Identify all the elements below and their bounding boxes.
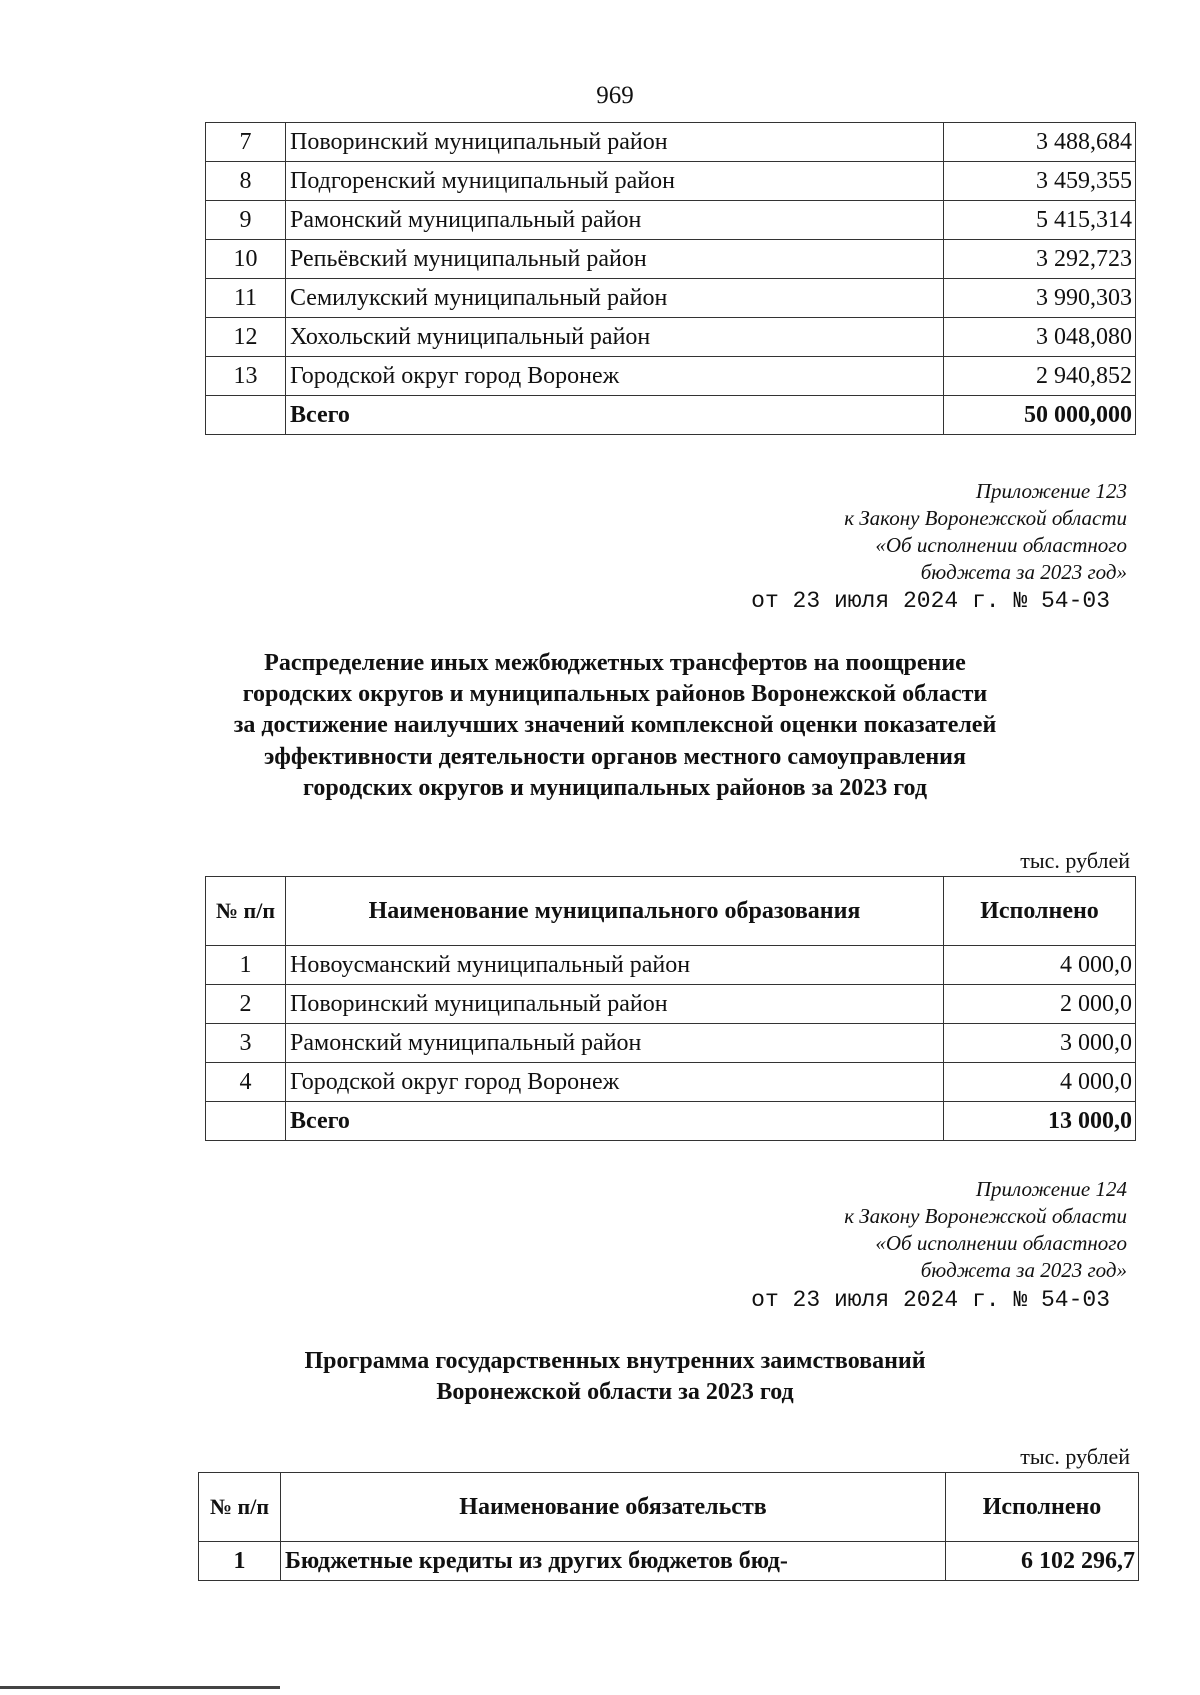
table-row (206, 985, 1136, 1024)
title-line: городских округов и муниципальных районов Воронежской области (242, 681, 988, 708)
row-number: 10 (206, 240, 286, 279)
appendix-124-decree: от 23 июля 2024 г. № 54-03 (751, 1287, 1110, 1313)
row-value: 4 000,0 (944, 946, 1136, 985)
scan-edge-divider (0, 1686, 280, 1689)
total-row (206, 396, 1136, 435)
table-row (206, 279, 1136, 318)
table-row (206, 240, 1136, 279)
table-row (206, 318, 1136, 357)
appendix-124-law: к Закону Воронежской области (844, 1203, 1127, 1228)
row-value: 3 990,303 (944, 279, 1136, 318)
row-number: 12 (206, 318, 286, 357)
title-line: Воронежской области за 2023 год (436, 1379, 794, 1406)
table-row (206, 162, 1136, 201)
table-row (199, 1542, 1139, 1581)
table-row (206, 1024, 1136, 1063)
row-name: Семилукский муниципальный район (286, 279, 944, 318)
total-label: Всего (286, 1102, 944, 1141)
row-name: Рамонский муниципальный район (286, 1024, 944, 1063)
total-number-cell (206, 396, 286, 435)
section-124-title (180, 1346, 1050, 1408)
appendix-124-title: Приложение 124 (975, 1177, 1127, 1201)
total-number-cell (206, 1102, 286, 1141)
table-row (206, 357, 1136, 396)
header-value: Исполнено (944, 877, 1136, 946)
row-number: 3 (206, 1024, 286, 1063)
row-number: 1 (206, 946, 286, 985)
page-number: 969 (596, 82, 634, 109)
title-line: городских округов и муниципальных районов за 2023 год (303, 774, 927, 801)
title-line: Распределение иных межбюджетных трансфертов на поощрение (264, 650, 966, 676)
table-row (206, 201, 1136, 240)
appendix-123-decree: от 23 июля 2024 г. № 54-03 (751, 588, 1110, 614)
row-number: 8 (206, 162, 286, 201)
row-name: Репьёвский муниципальный район (286, 240, 944, 279)
title-line: за достижение наилучших значений комплексной оценки показателей (233, 712, 997, 739)
header-name: Наименование муниципального образования (286, 877, 944, 946)
title-line: Программа государственных внутренних заимствований (304, 1348, 926, 1374)
row-name: Бюджетные кредиты из других бюджетов бюд- (281, 1542, 946, 1581)
appendix-123-block (844, 478, 1127, 586)
row-number: 7 (206, 123, 286, 162)
row-value: 3 488,684 (944, 123, 1136, 162)
appendix-123-title: Приложение 123 (975, 479, 1127, 503)
row-name: Подгоренский муниципальный район (286, 162, 944, 201)
total-value: 50 000,000 (944, 396, 1136, 435)
table-section-123 (205, 876, 1136, 1141)
header-number: № п/п (199, 1473, 281, 1542)
appendix-124-block (844, 1176, 1127, 1284)
row-number: 4 (206, 1063, 286, 1102)
row-name: Поворинский муниципальный район (286, 985, 944, 1024)
total-label: Всего (286, 396, 944, 435)
row-value: 3 000,0 (944, 1024, 1136, 1063)
row-number: 11 (206, 279, 286, 318)
row-name: Городской округ город Воронеж (286, 1063, 944, 1102)
row-number: 9 (206, 201, 286, 240)
appendix-124-law-name-end: бюджета за 2023 год» (920, 1257, 1127, 1282)
row-name: Городской округ город Воронеж (286, 357, 944, 396)
row-value: 3 048,080 (944, 318, 1136, 357)
row-value: 6 102 296,7 (946, 1542, 1139, 1581)
appendix-123-law-name: «Об исполнении областного (875, 532, 1127, 557)
row-value: 2 000,0 (944, 985, 1136, 1024)
table-row (206, 946, 1136, 985)
total-row (206, 1102, 1136, 1141)
row-number: 2 (206, 985, 286, 1024)
appendix-124-law-name: «Об исполнении областного (875, 1230, 1127, 1255)
table-header-row (199, 1473, 1139, 1542)
header-value: Исполнено (946, 1473, 1139, 1542)
table-header-row (206, 877, 1136, 946)
header-name: Наименование обязательств (281, 1473, 946, 1542)
appendix-123-law: к Закону Воронежской области (844, 505, 1127, 530)
row-value: 2 940,852 (944, 357, 1136, 396)
title-line: эффективности деятельности органов местного самоуправления (263, 743, 966, 770)
row-value: 4 000,0 (944, 1063, 1136, 1102)
appendix-123-law-name-end: бюджета за 2023 год» (920, 559, 1127, 584)
row-value: 3 292,723 (944, 240, 1136, 279)
row-name: Хохольский муниципальный район (286, 318, 944, 357)
table-section-124 (198, 1472, 1139, 1581)
header-number: № п/п (206, 877, 286, 946)
row-number: 13 (206, 357, 286, 396)
row-number: 1 (199, 1542, 281, 1581)
row-name: Новоусманский муниципальный район (286, 946, 944, 985)
row-value: 3 459,355 (944, 162, 1136, 201)
total-value: 13 000,0 (944, 1102, 1136, 1141)
units-label: тыс. рублей (1020, 1444, 1130, 1469)
table-row (206, 123, 1136, 162)
table-row (206, 1063, 1136, 1102)
row-value: 5 415,314 (944, 201, 1136, 240)
table-top-body (206, 123, 1136, 435)
table-top (205, 122, 1136, 435)
section-123-title (180, 648, 1050, 804)
row-name: Поворинский муниципальный район (286, 123, 944, 162)
units-label: тыс. рублей (1020, 848, 1130, 873)
row-name: Рамонский муниципальный район (286, 201, 944, 240)
